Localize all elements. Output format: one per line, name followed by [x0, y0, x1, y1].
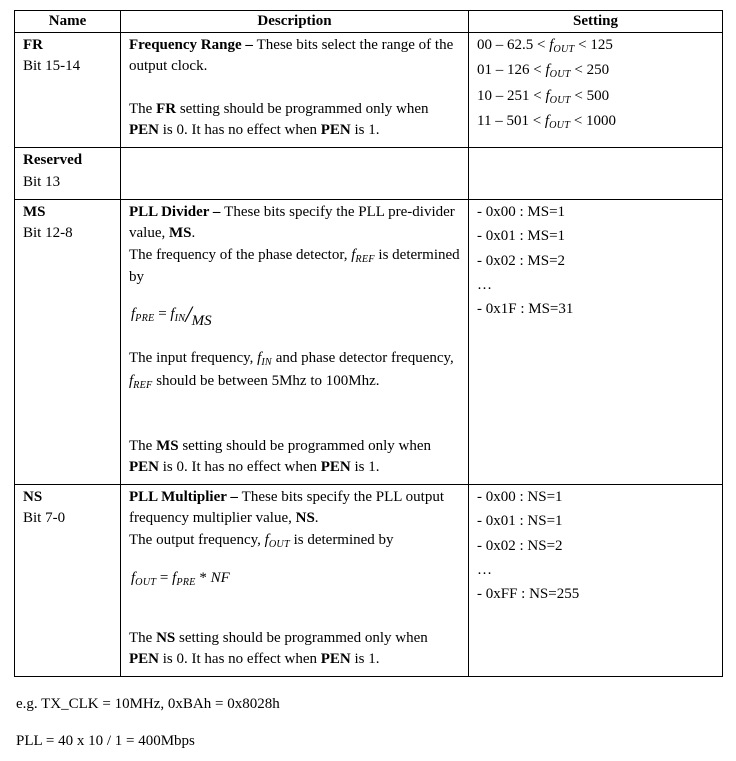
cell-description-fr: [121, 33, 469, 148]
text-run: is 0. It has no effect when: [159, 122, 321, 139]
text-line: [477, 487, 714, 508]
cell-setting-ns: [469, 485, 723, 677]
text-run: 00 – 62.5 <: [477, 37, 550, 53]
text-line: [129, 414, 460, 435]
text-run: Frequency Range –: [129, 37, 257, 53]
text-run: OUT: [135, 576, 157, 588]
text-run: is determined by: [289, 531, 394, 548]
text-line: [477, 511, 714, 532]
text-run: f: [129, 372, 134, 389]
text-run: IN: [174, 313, 186, 325]
text-run: NS: [156, 629, 176, 646]
text-run: NS: [295, 510, 315, 527]
text-run: f: [131, 570, 136, 587]
text-run: - 0x00 : MS=1: [477, 204, 566, 221]
text-run: setting should be programmed only when: [176, 100, 429, 117]
text-line: [477, 536, 714, 557]
text-run: < 1000: [570, 112, 617, 129]
text-line: [477, 584, 714, 605]
text-run: The input frequency,: [129, 350, 258, 367]
text-run: The: [129, 437, 157, 454]
text-run: f: [544, 112, 550, 129]
table-row-reserved: [15, 148, 723, 200]
text-run: setting should be programmed only when: [178, 437, 432, 454]
text-run: MS: [191, 313, 212, 330]
text-line: [477, 226, 714, 247]
register-bits-table: [14, 10, 723, 677]
text-run: is 0. It has no effect when: [159, 458, 321, 475]
text-run: and phase detector frequency,: [271, 350, 454, 367]
text-run: Bit 15-14: [23, 58, 81, 75]
cell-name-fr: [15, 33, 121, 148]
text-line: [129, 487, 460, 530]
cell-name-reserved: [15, 148, 121, 200]
text-run: The: [129, 629, 157, 646]
text-line: [23, 202, 112, 223]
text-run: is 1.: [350, 122, 380, 139]
text-run: PLL Multiplier –: [129, 489, 242, 506]
table-row-ms: [15, 200, 723, 485]
text-run: OUT: [549, 119, 571, 131]
text-run: 10 – 251 <: [477, 87, 546, 104]
text-line: [23, 35, 112, 56]
text-run: - 0x01 : NS=1: [477, 513, 563, 530]
text-run: < 500: [570, 87, 610, 104]
text-line: [477, 251, 714, 272]
text-run: OUT: [549, 94, 571, 106]
text-run: - 0x00 : NS=1: [477, 489, 563, 506]
text-line: [477, 299, 714, 320]
text-run: These bits specify the PLL pre-divider value,: [129, 204, 455, 242]
text-line: [129, 99, 460, 142]
text-line: [477, 86, 714, 108]
text-run: NS: [23, 489, 43, 506]
text-run: REF: [133, 379, 153, 391]
text-run: is 1.: [350, 651, 380, 668]
text-run: 01 – 126 <: [477, 62, 546, 79]
text-line: [129, 436, 460, 479]
text-line: [477, 275, 714, 296]
text-run: f: [351, 246, 356, 263]
text-line: [23, 172, 112, 193]
text-run: MS: [156, 437, 179, 454]
text-run: PRE: [135, 313, 155, 325]
column-header-setting: Setting: [469, 11, 723, 33]
text-line: [129, 78, 460, 99]
text-line: [23, 508, 112, 529]
text-run: PLL Divider –: [129, 204, 225, 221]
text-run: These bits specify the PLL output frequency multiplier value,: [129, 489, 444, 527]
text-run: REF: [355, 253, 375, 265]
table-header-row: [15, 11, 723, 33]
text-line: [129, 348, 460, 393]
text-line: [129, 628, 460, 671]
text-line: [129, 202, 460, 245]
text-run: Bit 12-8: [23, 225, 73, 242]
text-run: < 250: [570, 62, 610, 79]
text-run: The: [129, 100, 157, 117]
text-run: MS: [23, 204, 46, 221]
text-run: *: [195, 570, 211, 587]
text-run: f: [131, 306, 136, 323]
text-run: is 1.: [350, 458, 380, 475]
cell-name-ms: [15, 200, 121, 485]
text-run: PEN: [320, 651, 351, 668]
text-run: Reserved: [23, 152, 83, 169]
text-run: is 0. It has no effect when: [159, 651, 321, 668]
text-line: [23, 223, 112, 244]
text-run: f: [545, 87, 550, 104]
text-run: OUT: [268, 538, 290, 550]
text-run: PEN: [129, 122, 159, 139]
text-run: =: [154, 306, 171, 323]
text-run: - 0xFF : NS=255: [477, 586, 580, 603]
text-run: The output frequency,: [129, 531, 265, 548]
text-line: [23, 150, 112, 171]
text-run: < 125: [574, 37, 613, 53]
text-line: [129, 606, 460, 627]
formula-line: [131, 568, 460, 590]
text-run: is determined by: [129, 246, 460, 285]
cell-name-ns: [15, 485, 121, 677]
text-line: [477, 60, 714, 82]
text-run: - 0x01 : MS=1: [477, 228, 566, 245]
text-run: f: [172, 570, 177, 587]
text-run: f: [545, 62, 550, 79]
text-run: f: [257, 350, 262, 367]
text-line: [129, 393, 460, 414]
text-run: - 0x1F : MS=31: [477, 301, 574, 318]
text-run: - 0x02 : MS=2: [477, 252, 566, 269]
text-run: Bit 7-0: [23, 510, 66, 527]
text-run: .: [191, 225, 196, 242]
text-run: f: [170, 306, 175, 323]
cell-setting-ms: [469, 200, 723, 485]
text-run: Bit 13: [23, 173, 61, 190]
text-run: =: [156, 570, 173, 587]
table-row-ns: [15, 485, 723, 677]
text-run: …: [477, 562, 492, 579]
text-run: These bits select the range of the output clock.: [129, 37, 454, 75]
text-line: [477, 202, 714, 223]
text-line: [477, 35, 714, 57]
formula-line: [131, 304, 460, 332]
text-run: .: [314, 510, 319, 527]
text-run: FR: [23, 37, 43, 53]
table-row-fr: [15, 33, 723, 148]
cell-description-reserved: [121, 148, 469, 200]
text-run: The frequency of the phase detector,: [129, 246, 352, 263]
text-line: [129, 530, 460, 552]
cell-description-ns: [121, 485, 469, 677]
text-run: should be between 5Mhz to 100Mhz.: [152, 372, 380, 389]
cell-description-ms: [121, 200, 469, 485]
text-run: PEN: [129, 458, 159, 475]
text-run: PEN: [129, 651, 159, 668]
text-run: FR: [156, 100, 177, 117]
text-run: f: [549, 37, 554, 53]
text-line: [477, 560, 714, 581]
text-run: OUT: [553, 43, 575, 55]
text-run: f: [264, 531, 269, 548]
text-run: setting should be programmed only when: [175, 629, 428, 646]
example-note: e.g. TX_CLK = 10MHz, 0xBAh = 0x8028h: [16, 696, 280, 713]
text-run: PEN: [320, 122, 351, 139]
text-line: [129, 245, 460, 289]
text-run: - 0x02 : NS=2: [477, 537, 563, 554]
text-line: [23, 56, 112, 77]
text-line: [129, 35, 460, 78]
pll-calculation-note: PLL = 40 x 10 / 1 = 400Mbps: [16, 732, 195, 749]
text-line: [23, 487, 112, 508]
cell-setting-reserved: [469, 148, 723, 200]
text-run: MS: [168, 225, 192, 242]
text-run: PEN: [320, 458, 351, 475]
column-header-name: Name: [15, 11, 121, 33]
text-run: /: [185, 302, 192, 329]
cell-setting-fr: [469, 33, 723, 148]
text-run: OUT: [549, 69, 571, 81]
text-run: …: [477, 276, 492, 293]
text-run: 11 – 501 <: [477, 112, 545, 129]
text-run: PRE: [176, 576, 196, 588]
text-run: IN: [261, 357, 272, 369]
text-line: [477, 111, 714, 133]
text-run: NF: [210, 570, 230, 587]
column-header-description: Description: [121, 11, 469, 33]
